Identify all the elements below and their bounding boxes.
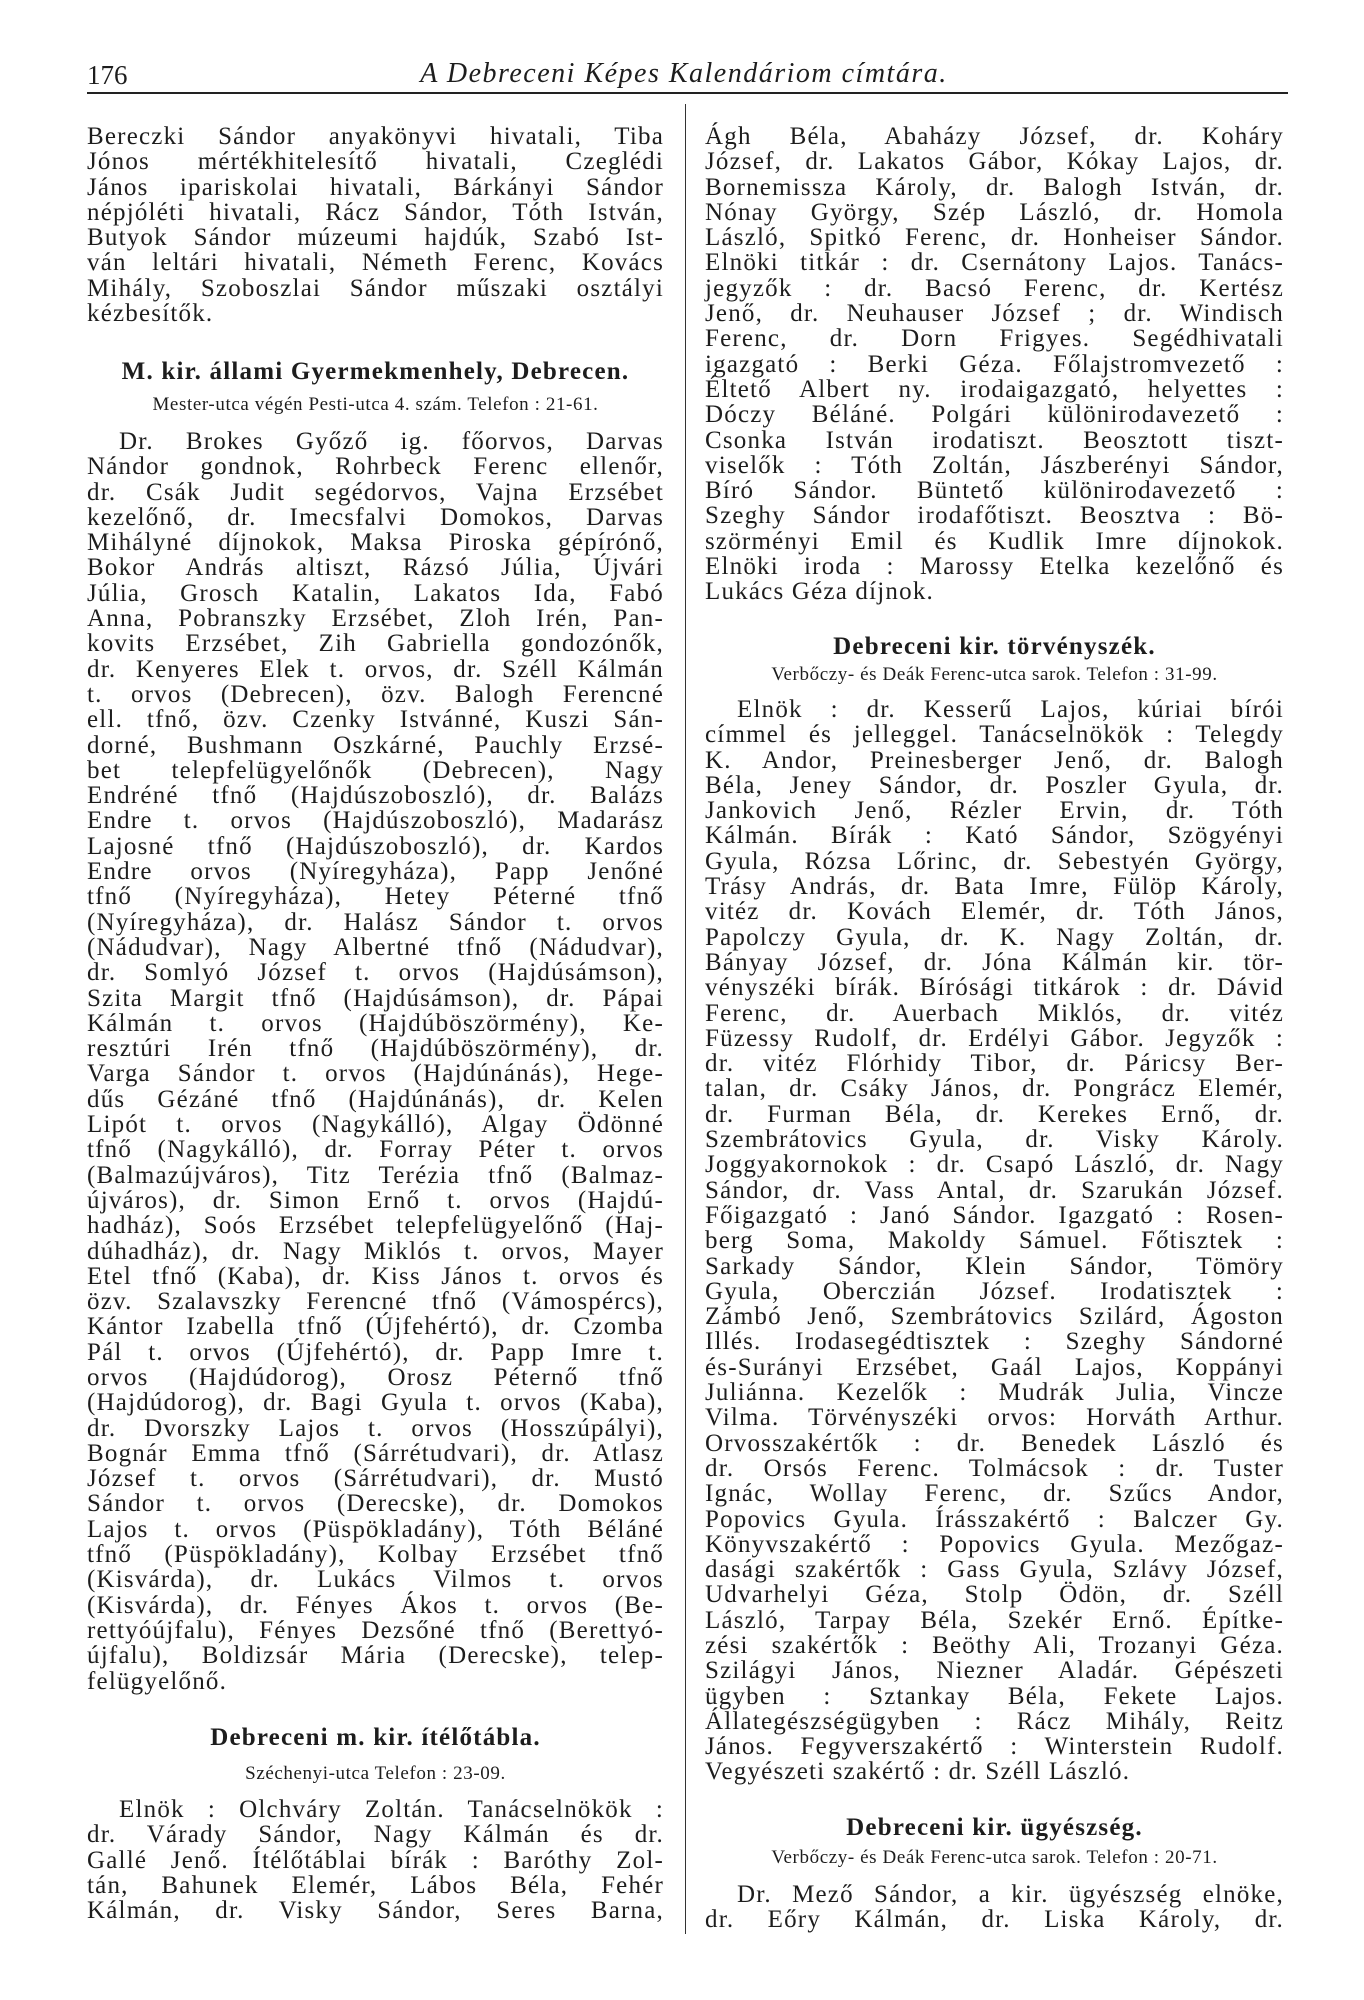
text-line: Pál t. orvos (Újfehértó), dr. Papp Imre t. (87, 1338, 664, 1366)
text-line: Zámbó Jenő, Szembrátovics Szilárd, Ágoston (705, 1303, 1284, 1331)
text-line: dr. Csák Judit segédorvos, Vajna Erzsébet (87, 478, 664, 506)
text-line: Szilágyi János, Niezner Aladár. Gépészeti (705, 1657, 1284, 1685)
text-line: Füzessy Rudolf, dr. Erdélyi Gábor. Jegyzők : (705, 1024, 1284, 1052)
text-line: Juliánna. Kezelők : Mudrák Julia, Vincze (705, 1379, 1284, 1407)
text-line: Nónay György, Szép László, dr. Homola (705, 198, 1284, 226)
text-line: Csonka István irodatiszt. Beosztott tiszt- (705, 426, 1284, 454)
text-line: Jankovich Jenő, Rézler Ervin, dr. Tóth (705, 797, 1284, 825)
text-line: kezelőnő, dr. Imecsfalvi Domokos, Darvas (87, 503, 664, 531)
text-line: Gallé Jenő. Ítélőtáblai bírák : Baróthy Zol- (87, 1846, 664, 1874)
text-line: jegyzők : dr. Bacsó Ferenc, dr. Kertész (705, 274, 1284, 302)
text-line: Nándor gondnok, Rohrbeck Ferenc ellenőr, (87, 453, 664, 481)
text-line: Bornemissza Károly, dr. Balogh István, dr. (705, 173, 1284, 201)
text-line: talan, dr. Csáky János, dr. Pongrácz Elemér, (705, 1075, 1284, 1103)
text-line: Lukács Géza díjnok. (705, 578, 934, 606)
text-line: Bokor András altiszt, Rázsó Júlia, Újvári (87, 554, 664, 582)
text-line: újfalu), Boldizsár Mária (Derecske), telep- (87, 1642, 664, 1670)
text-line: Kálmán t. orvos (Hajdúböszörmény), Ke- (87, 1009, 664, 1037)
text-line: Ferenc, dr. Auerbach Miklós, dr. vitéz (705, 999, 1284, 1027)
text-line: berg Soma, Makoldy Sámuel. Főtisztek : (705, 1227, 1284, 1255)
text-line: Joggyakornokok : dr. Csapó László, dr. Nagy (705, 1151, 1284, 1179)
text-line: Szita Margit tfnő (Hajdúsámson), dr. Pápai (87, 984, 664, 1012)
text-line: Endre orvos (Nyíregyháza), Papp Jenőné (87, 858, 664, 886)
text-line: József t. orvos (Sárrétudvari), dr. Mustó (87, 1465, 664, 1493)
text-line: dr. Kenyeres Elek t. orvos, dr. Széll Kálmán (87, 655, 664, 683)
text-line: Bíró Sándor. Büntető különirodavezető : (705, 477, 1284, 505)
text-line: szörményi Emil és Kudlik Imre díjnokok. (705, 527, 1284, 555)
text-line: Anna, Pobranszky Erzsébet, Zloh Irén, Pan- (87, 605, 664, 633)
text-line: Jónos mértékhitelesítő hivatali, Czeglédi (87, 148, 664, 176)
text-line: Elnök : Olchváry Zoltán. Tanácselnökök : (119, 1796, 664, 1823)
text-line: resztúri Irén tfnő (Hajdúböszörmény), dr. (87, 1035, 664, 1063)
text-line: János ipariskolai hivatali, Bárkányi Sándor (87, 173, 664, 201)
text-line: Popovics Gyula. Írásszakértő : Balczer Gy. (705, 1505, 1284, 1533)
column-divider (685, 104, 686, 1934)
text-line: tfnő (Püspökladány), Kolbay Erzsébet tfnő (87, 1541, 664, 1569)
text-line: József, dr. Lakatos Gábor, Kókay Lajos, dr. (705, 148, 1284, 176)
text-line: Szembrátovics Gyula, dr. Visky Károly. (705, 1126, 1284, 1154)
page-number: 176 (87, 60, 128, 90)
text-line: (Balmazújváros), Titz Terézia tfnő (Balmaz- (87, 1161, 664, 1189)
text-line: Ignác, Wollay Ferenc, dr. Szűcs Andor, (705, 1480, 1284, 1508)
section-heading-ugyeszseg: Debreceni kir. ügyészség. (846, 1814, 1143, 1841)
text-line: Bányay József, dr. Jóna Kálmán kir. tör- (705, 948, 1284, 976)
text-line: Elnöki titkár : dr. Csernátony Lajos. Tanács- (705, 249, 1284, 277)
paragraph-gyermekmenhely-staff (87, 429, 664, 1694)
text-line: Varga Sándor t. orvos (Hajdúnánás), Hege- (87, 1060, 664, 1088)
text-line: Orvosszakértők : dr. Benedek László és (705, 1429, 1284, 1457)
paragraph-municipal-staff (87, 124, 664, 326)
text-line: Állategészségügyben : Rácz Mihály, Reitz (705, 1707, 1284, 1735)
text-line: ügyben : Sztankay Béla, Fekete Lajos. (705, 1682, 1284, 1710)
text-line: ván leltári hivatali, Németh Ferenc, Kovács (87, 249, 664, 277)
text-line: tfnő (Nagykálló), dr. Forray Péter t. orvos (87, 1136, 664, 1164)
text-line: Ferenc, dr. Dorn Frigyes. Segédhivatali (705, 325, 1284, 353)
section-address-torvenyszek: Verbőczy- és Deák Ferenc-utca sarok. Telefon : 31-99. (771, 664, 1218, 685)
text-line: László, Tarpay Béla, Szekér Ernő. Építke- (705, 1606, 1284, 1634)
text-line: dr. Somlyó József t. orvos (Hajdúsámson), (87, 959, 664, 987)
text-line: Dr. Mező Sándor, a kir. ügyészség elnöke, (737, 1881, 1284, 1908)
text-line: Lajos t. orvos (Püspökladány), Tóth Béláné (87, 1515, 664, 1543)
text-line: Trásy András, dr. Bata Imre, Fülöp Károly, (705, 873, 1284, 901)
text-line: Mihály, Szoboszlai Sándor műszaki osztályi (87, 274, 664, 302)
text-line: Júlia, Grosch Katalin, Lakatos Ida, Fabó (87, 579, 664, 607)
text-line: Sarkady Sándor, Klein Sándor, Tömöry (705, 1252, 1284, 1280)
text-line: Etel tfnő (Kaba), dr. Kiss János t. orvos és (87, 1262, 664, 1290)
text-line: Főigazgató : Janó Sándor. Igazgató : Rosen- (705, 1201, 1284, 1229)
section-heading-gyermekmenhely: M. kir. állami Gyermekmenhely, Debrecen. (121, 358, 630, 385)
text-line: Lipót t. orvos (Nagykálló), Algay Ödönné (87, 1111, 664, 1139)
text-line: Éltető Albert ny. irodaigazgató, helyettes : (705, 375, 1284, 403)
text-line: dűs Gézáné tfnő (Hajdúnánás), dr. Kelen (87, 1085, 664, 1113)
text-line: tfnő (Nyíregyháza), Hetey Péterné tfnő (87, 883, 664, 911)
text-line: tán, Bahunek Elemér, Lábos Béla, Fehér (87, 1871, 664, 1899)
text-line: Kálmán. Bírák : Kató Sándor, Szögyényi (705, 822, 1284, 850)
text-line: dr. Orsós Ferenc. Tolmácsok : dr. Tuster (705, 1454, 1284, 1482)
text-line: dr. vitéz Flórhidy Tibor, dr. Páricsy Ber- (705, 1050, 1284, 1078)
text-line: Lajosné tfnő (Hajdúszoboszló), dr. Kardos (87, 832, 664, 860)
paragraph-itelotabla-staff (87, 1797, 664, 1923)
header-rule (87, 92, 1288, 94)
section-heading-torvenyszek: Debreceni kir. törvényszék. (833, 633, 1156, 660)
text-line: dr. Furman Béla, dr. Kerekes Ernő, dr. (705, 1100, 1284, 1128)
running-title: A Debreceni Képes Kalendáriom címtára. (420, 58, 948, 89)
text-line: Könyvszakértő : Popovics Gyula. Mezőgaz- (705, 1530, 1284, 1558)
text-line: János. Fegyverszakértő : Winterstein Rudolf. (705, 1733, 1284, 1761)
text-line: Vilma. Törvényszéki orvos: Horváth Arthur. (705, 1404, 1284, 1432)
text-line: ell. tfnő, özv. Czenky Istvánné, Kuszi Sán- (87, 706, 664, 734)
text-line: Papolczy Gyula, dr. K. Nagy Zoltán, dr. (705, 923, 1284, 951)
text-line: címmel és jelleggel. Tanácselnökök : Telegdy (705, 721, 1284, 749)
text-line: zési szakértők : Beöthy Ali, Trozanyi Géza. (705, 1631, 1284, 1659)
text-line: Béla, Jeney Sándor, dr. Poszler Gyula, dr. (705, 771, 1284, 799)
text-line: Dr. Brokes Győző ig. főorvos, Darvas (119, 428, 664, 455)
text-line: Bereczki Sándor anyakönyvi hivatali, Tiba (87, 123, 664, 150)
text-line: dr. Eőry Kálmán, dr. Liska Károly, dr. (705, 1906, 1284, 1934)
text-line: Ágh Béla, Abaházy József, dr. Koháry (705, 123, 1284, 150)
text-line: (Kisvárda), dr. Fényes Ákos t. orvos (Be- (87, 1591, 664, 1619)
text-line: vitéz dr. Kovách Elemér, dr. Tóth János, (705, 898, 1284, 926)
text-line: Endre t. orvos (Hajdúszoboszló), Madarász (87, 807, 664, 835)
text-line: rettyóújfalu), Fényes Dezsőné tfnő (Berettyó- (87, 1616, 664, 1644)
text-line: dorné, Bushmann Oszkárné, Pauchly Erzsé- (87, 731, 664, 759)
text-line: özv. Szalavszky Ferencné tfnő (Vámospércs), (87, 1288, 664, 1316)
text-line: és-Surányi Erzsébet, Gaál Lajos, Koppányi (705, 1353, 1284, 1381)
text-line: dasági szakértők : Gass Gyula, Szlávy József, (705, 1556, 1284, 1584)
text-line: vényszéki bírák. Bírósági titkárok : dr. Dávid (705, 974, 1284, 1002)
text-line: Mihályné díjnokok, Maksa Piroska gépírónő, (87, 529, 664, 557)
paragraph-itelotabla-continued (705, 124, 1284, 605)
text-line: Sándor, dr. Vass Antal, dr. Szarukán József. (705, 1176, 1284, 1204)
text-line: Dóczy Béláné. Polgári különirodavezető : (705, 401, 1284, 429)
text-line: Gyula, Rózsa Lőrinc, dr. Sebestyén György, (705, 847, 1284, 875)
text-line: viselők : Tóth Zoltán, Jászberényi Sándor, (705, 451, 1284, 479)
text-line: felügyelőnő. (87, 1667, 228, 1695)
text-line: K. Andor, Preinesberger Jenő, dr. Balogh (705, 746, 1284, 774)
text-line: Gyula, Oberczián József. Irodatisztek : (705, 1277, 1284, 1305)
text-line: Illés. Irodasegédtisztek : Szeghy Sándorné (705, 1328, 1284, 1356)
text-line: Kántor Izabella tfnő (Újfehértó), dr. Czomba (87, 1313, 664, 1341)
paragraph-ugyeszseg-staff (705, 1882, 1284, 1933)
text-line: kézbesítők. (87, 300, 214, 328)
text-line: dúhadház), dr. Nagy Miklós t. orvos, Mayer (87, 1237, 664, 1265)
text-line: Bognár Emma tfnő (Sárrétudvari), dr. Atlasz (87, 1439, 664, 1467)
text-line: Butyok Sándor múzeumi hajdúk, Szabó Ist- (87, 224, 664, 252)
text-line: Vegyészeti szakértő : dr. Széll László. (705, 1758, 1131, 1786)
text-line: (Nyíregyháza), dr. Halász Sándor t. orvos (87, 908, 664, 936)
text-line: igazgató : Berki Géza. Főlajstromvezető : (705, 350, 1284, 378)
text-line: László, Spitkó Ferenc, dr. Honheiser Sándor. (705, 224, 1284, 252)
paragraph-torvenyszek-staff (705, 697, 1284, 1785)
text-line: hadház), Soós Erzsébet telepfelügyelőnő (Haj- (87, 1212, 664, 1240)
text-line: Elnöki iroda : Marossy Etelka kezelőnő és (705, 553, 1284, 581)
text-line: orvos (Hajdúdorog), Orosz Péternő tfnő (87, 1363, 664, 1391)
text-line: (Kisvárda), dr. Lukács Vilmos t. orvos (87, 1566, 664, 1594)
text-line: Sándor t. orvos (Derecske), dr. Domokos (87, 1490, 664, 1518)
text-line: Elnök : dr. Kesserű Lajos, kúriai bírói (737, 696, 1284, 723)
text-line: dr. Dvorszky Lajos t. orvos (Hosszúpályi), (87, 1414, 664, 1442)
text-line: (Nádudvar), Nagy Albertné tfnő (Nádudvar), (87, 933, 664, 961)
text-line: népjóléti hivatali, Rácz Sándor, Tóth István, (87, 198, 664, 226)
text-line: t. orvos (Debrecen), özv. Balogh Ferencné (87, 680, 664, 708)
section-heading-itelotabla: Debreceni m. kir. ítélőtábla. (210, 1724, 541, 1751)
text-line: bet telepfelügyelőnők (Debrecen), Nagy (87, 756, 664, 784)
text-line: Udvarhelyi Géza, Stolp Ödön, dr. Széll (705, 1581, 1284, 1609)
text-line: Jenő, dr. Neuhauser József ; dr. Windisch (705, 300, 1284, 328)
text-line: (Hajdúdorog), dr. Bagi Gyula t. orvos (Kaba), (87, 1389, 664, 1417)
text-line: dr. Várady Sándor, Nagy Kálmán és dr. (87, 1821, 664, 1849)
section-address-ugyeszseg: Verbőczy- és Deák Ferenc-utca sarok. Telefon : 20-71. (771, 1847, 1218, 1868)
section-address-gyermekmenhely: Mester-utca végén Pesti-utca 4. szám. Telefon : 21-61. (152, 394, 599, 415)
text-line: Endréné tfnő (Hajdúszoboszló), dr. Balázs (87, 782, 664, 810)
section-address-itelotabla: Széchenyi-utca Telefon : 23-09. (245, 1763, 506, 1784)
text-line: kovits Erzsébet, Zih Gabriella gondozónők, (87, 630, 664, 658)
text-line: Szeghy Sándor irodafőtiszt. Beosztva : Bö- (705, 502, 1284, 530)
text-line: újváros), dr. Simon Ernő t. orvos (Hajdú- (87, 1186, 664, 1214)
text-line: Kálmán, dr. Visky Sándor, Seres Barna, (87, 1897, 664, 1925)
